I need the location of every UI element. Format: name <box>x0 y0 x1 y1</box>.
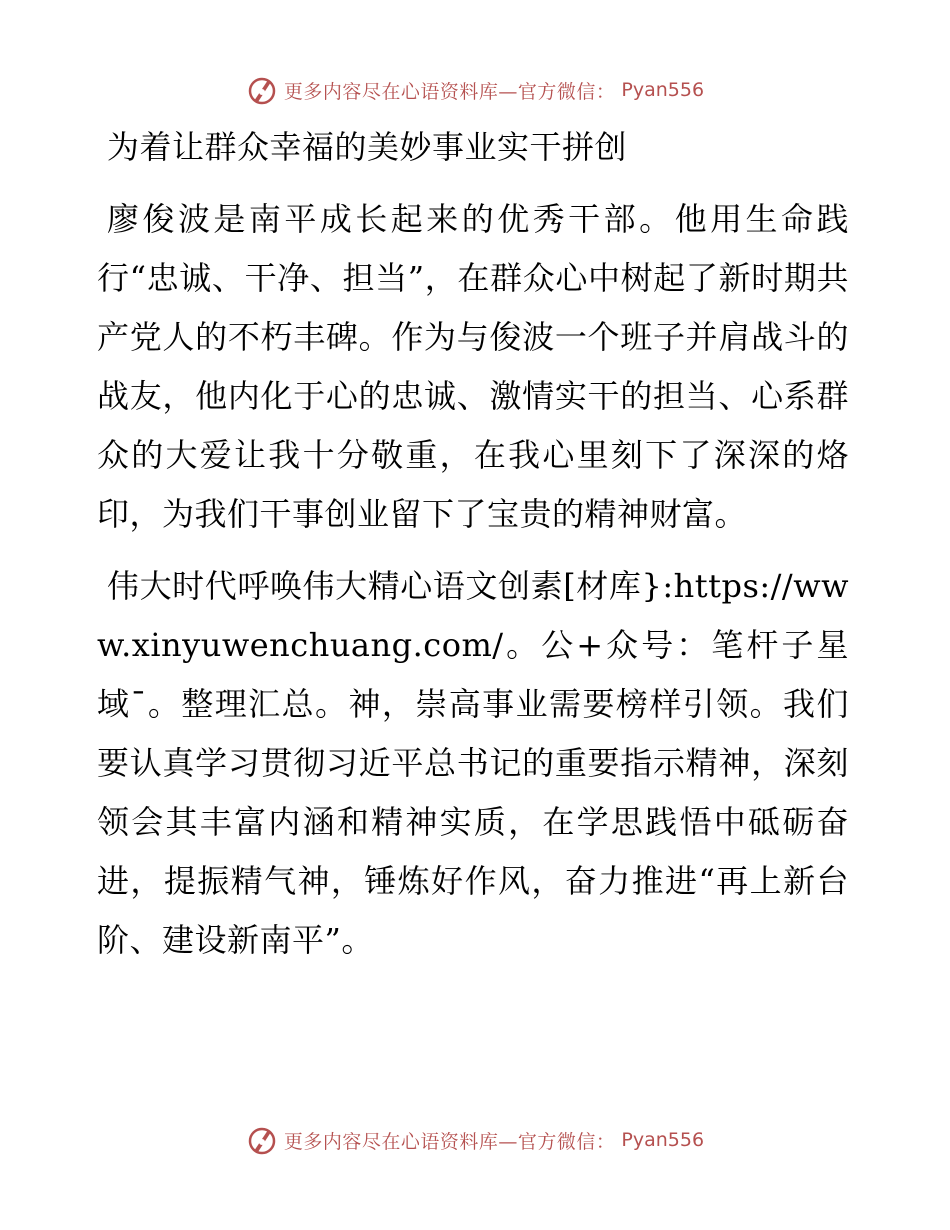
quill-pen-circle-icon <box>246 1124 278 1156</box>
footer-watermark <box>0 1120 950 1160</box>
watermark-text: 更多内容尽在心语资料库—官方微信： <box>283 1130 616 1153</box>
paragraph-1: 廖俊波是南平成长起来的优秀干部。他用生命践行“忠诚、干净、担当”，在群众心中树起了新时期共产党人的不朽丰碑。作为与俊波一个班子并肩战斗的战友，他内化于心的忠诚、激情实干的担当、心系群众的大爱让我十分敬重，在我心里刻下了深深的烙印，为我们干事创业留下了宝贵的精神财富。 <box>97 200 849 533</box>
quill-pen-circle-icon <box>246 74 278 106</box>
paragraph-2: 伟大时代呼唤伟大精心语文创素[材库}:https://www.xinyuwenchuang.com/。公+众号：笔杆子星域¯。整理汇总。神，崇高事业需要榜样引领。我们要认真学习贯彻习近平总书记的重要指示精神，深刻领会其丰富内涵和精神实质，在学思践悟中砥砺奋进，提振精气神，锤炼好作风，奋力推进“再上新台阶、建设新南平”。 <box>97 567 849 959</box>
document-body <box>97 118 849 983</box>
watermark-text: 更多内容尽在心语资料库—官方微信： <box>283 80 616 103</box>
header-watermark <box>0 70 950 110</box>
watermark-contact: Pyan556 <box>621 79 705 101</box>
watermark-contact: Pyan556 <box>621 1129 705 1151</box>
document-title: 为着让群众幸福的美妙事业实干拼创 <box>107 128 628 166</box>
